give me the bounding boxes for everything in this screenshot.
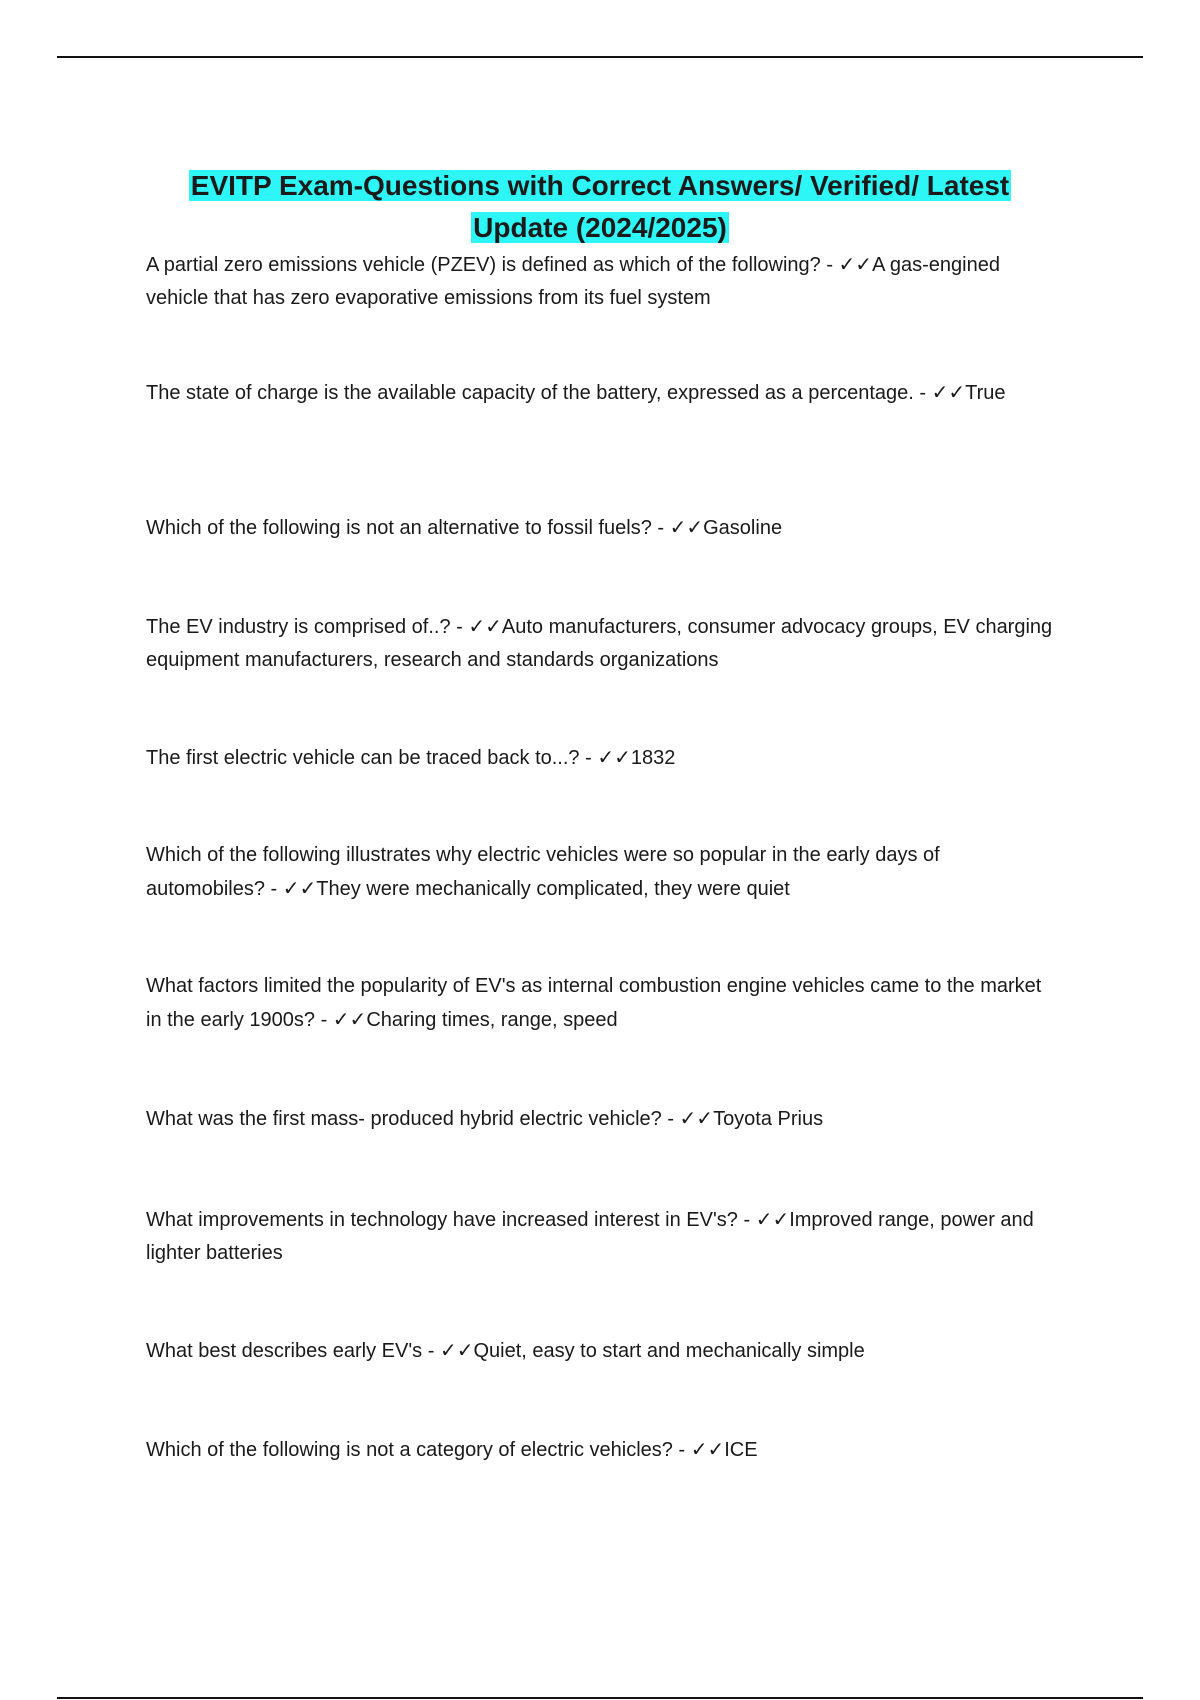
separator: - xyxy=(737,1209,756,1231)
double-check-icon: ✓✓ xyxy=(838,252,873,276)
double-check-icon: ✓✓ xyxy=(755,1207,790,1231)
top-divider xyxy=(57,56,1143,58)
title-line-2: Update (2024/2025) xyxy=(473,211,727,243)
answer-text: ICE xyxy=(724,1439,758,1461)
answer-text: Quiet, easy to start and mechanically simple xyxy=(473,1340,865,1362)
question-text: The first electric vehicle can be traced back to...? xyxy=(146,747,580,769)
separator: - xyxy=(651,517,670,539)
separator: - xyxy=(315,1009,333,1031)
question-text: The state of charge is the available capacity of the battery, expressed as a percentage. xyxy=(146,382,914,404)
double-check-icon: ✓✓ xyxy=(669,515,704,539)
separator: - xyxy=(661,1108,680,1130)
separator: - xyxy=(579,747,598,769)
question-text: Which of the following is not an alternative to fossil fuels? xyxy=(146,517,652,539)
separator: - xyxy=(264,878,283,900)
answer-text: Gasoline xyxy=(703,517,783,539)
double-check-icon: ✓✓ xyxy=(931,380,966,404)
separator: - xyxy=(422,1340,440,1362)
qa-item-11 xyxy=(146,1433,1056,1467)
question-text: The EV industry is comprised of..? xyxy=(146,616,451,638)
answer-text: Improved range, power and lighter batteries xyxy=(146,1209,1034,1264)
question-text: Which of the following illustrates why electric vehicles were so popular in the early days of automobiles? xyxy=(146,844,940,900)
double-check-icon: ✓✓ xyxy=(282,876,317,900)
answer-text: True xyxy=(965,382,1006,404)
title-line-1: EVITP Exam-Questions with Correct Answers/ Verified/ Latest xyxy=(190,169,1010,201)
answer-text: A gas-engined vehicle that has zero evaporative emissions from its fuel system xyxy=(146,254,1000,309)
double-check-icon: ✓✓ xyxy=(439,1338,474,1362)
qa-item-9 xyxy=(146,1203,1056,1270)
question-text: What was the first mass- produced hybrid electric vehicle? xyxy=(146,1108,662,1130)
separator: - xyxy=(913,382,932,404)
bottom-divider xyxy=(57,1697,1143,1699)
qa-item-7 xyxy=(146,970,1056,1037)
answer-text: Charing times, range, speed xyxy=(366,1009,618,1031)
qa-item-10 xyxy=(146,1334,1056,1368)
question-text: Which of the following is not a category of electric vehicles? xyxy=(146,1439,673,1461)
double-check-icon: ✓✓ xyxy=(690,1437,725,1461)
qa-item-6 xyxy=(146,839,1056,906)
question-text: What improvements in technology have increased interest in EV's? xyxy=(146,1209,738,1231)
separator: - xyxy=(672,1439,691,1461)
question-text: A partial zero emissions vehicle (PZEV) is defined as which of the following? xyxy=(146,254,821,276)
separator: - xyxy=(820,254,839,276)
qa-item-4 xyxy=(146,610,1056,677)
qa-item-1 xyxy=(146,248,1056,315)
answer-text: Auto manufacturers, consumer advocacy groups, EV charging equipment manufacturers, research and standards organizations xyxy=(146,616,1053,671)
question-text: What factors limited the popularity of EV's as internal combustion engine vehicles came to the market in the early 1900s? xyxy=(146,975,1042,1031)
separator: - xyxy=(450,616,469,638)
answer-text: They were mechanically complicated, they were quiet xyxy=(316,878,790,900)
double-check-icon: ✓✓ xyxy=(468,614,502,638)
answer-text: Toyota Prius xyxy=(713,1108,824,1130)
question-text: What best describes early EV's xyxy=(146,1340,423,1362)
qa-item-3 xyxy=(146,511,1056,545)
qa-item-2 xyxy=(146,376,1056,410)
double-check-icon: ✓✓ xyxy=(597,745,631,769)
document-title xyxy=(145,165,1055,249)
qa-item-8 xyxy=(146,1102,1056,1136)
qa-item-5 xyxy=(146,741,1056,775)
double-check-icon: ✓✓ xyxy=(332,1007,367,1031)
double-check-icon: ✓✓ xyxy=(679,1106,714,1130)
answer-text: 1832 xyxy=(630,747,676,769)
